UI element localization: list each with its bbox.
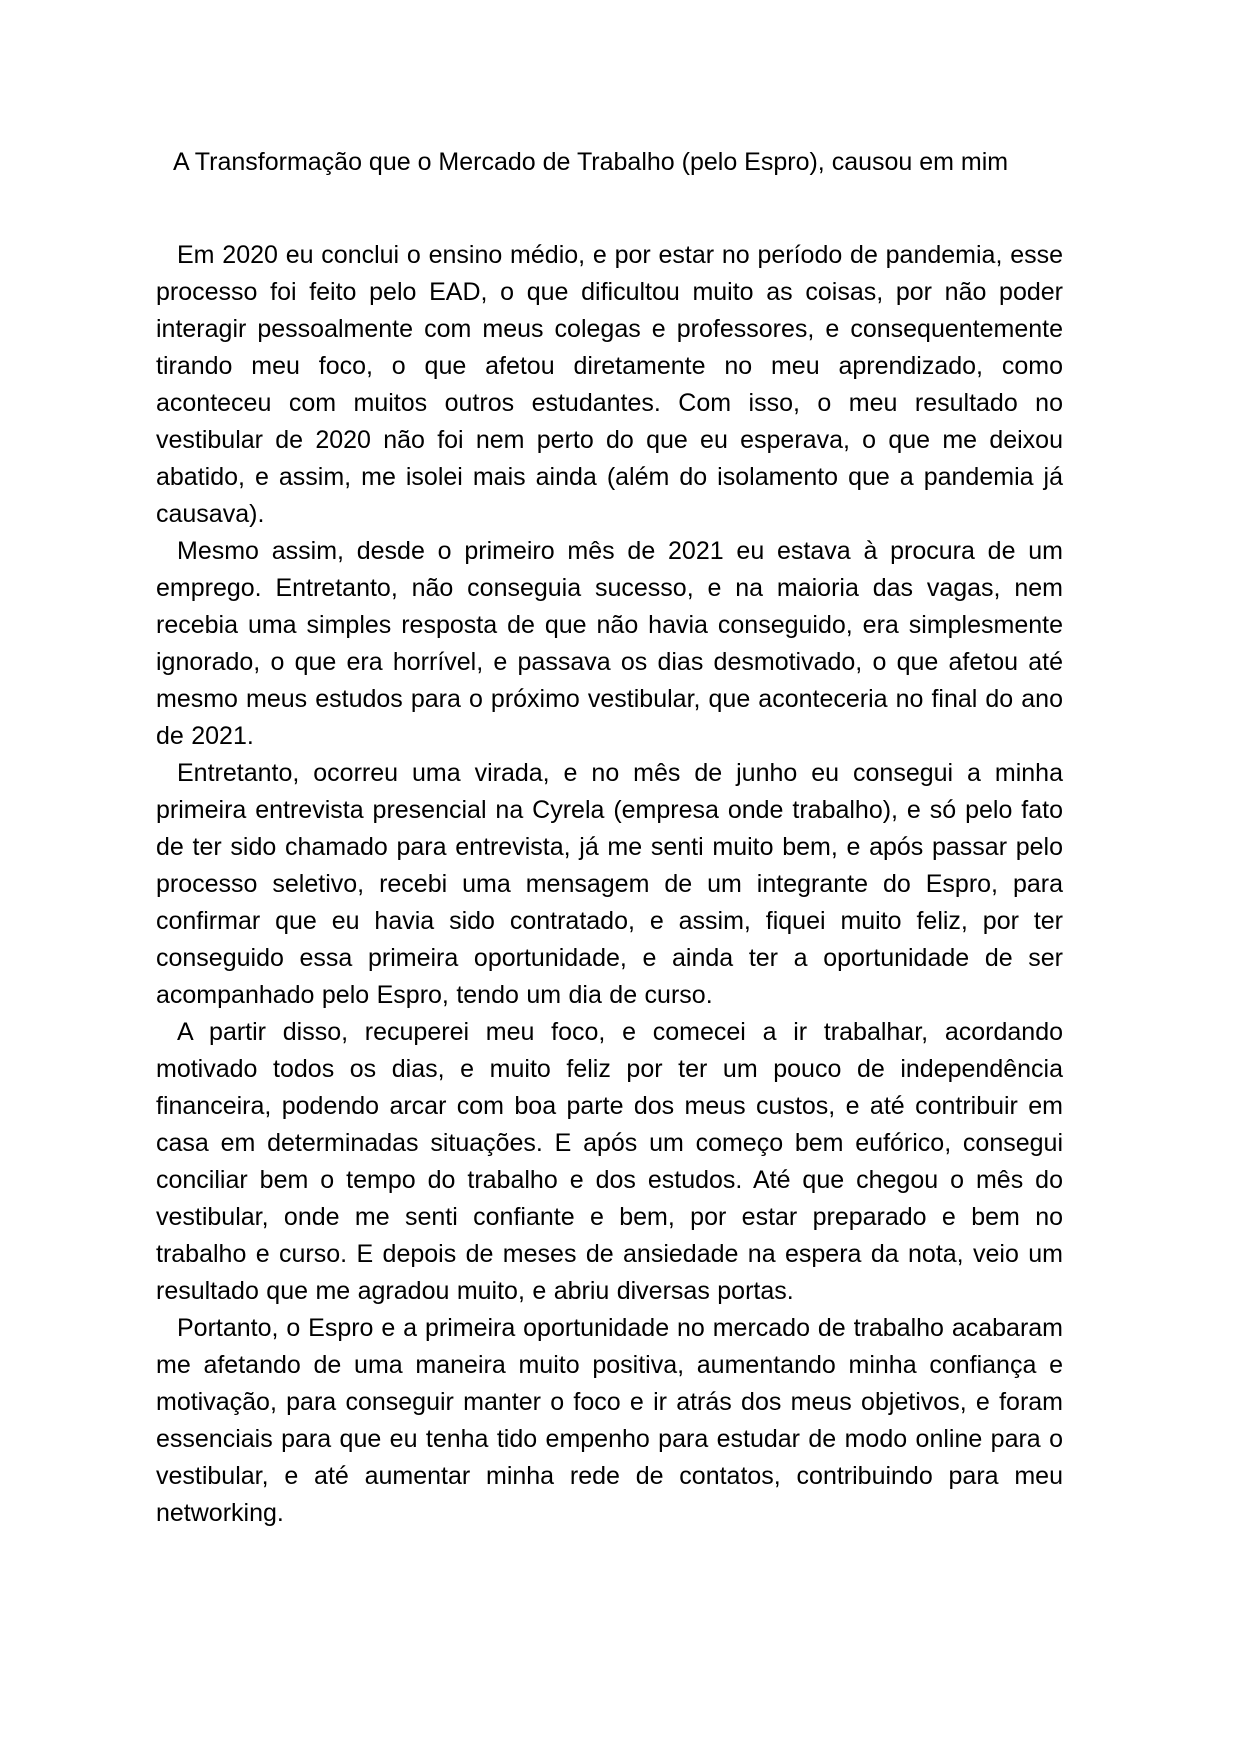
paragraph-1: Em 2020 eu conclui o ensino médio, e por estar no período de pandemia, esse processo foi feito pelo EAD, o que dificultou muito as coisas, por não poder interagir pessoalmente com meus colegas e professores, e consequentemente tirando meu foco, o que afetou diretamente no meu aprendizado, como aconteceu com muitos outros estudantes. Com isso, o meu resultado no vestibular de 2020 não foi nem perto do que eu esperava, o que me deixou abatido, e assim, me isolei mais ainda (além do isolamento que a pandemia já causava). bbox=[156, 241, 1063, 528]
paragraph-4: A partir disso, recuperei meu foco, e comecei a ir trabalhar, acordando motivado todos os dias, e muito feliz por ter um pouco de independência financeira, podendo arcar com boa parte dos meus custos, e até contribuir em casa em determinadas situações. E após um começo bem eufórico, consegui conciliar bem o tempo do trabalho e dos estudos. Até que chegou o mês do vestibular, onde me senti confiante e bem, por estar preparado e bem no trabalho e curso. E depois de meses de ansiedade na espera da nota, veio um resultado que me agradou muito, e abriu diversas portas. bbox=[156, 1018, 1063, 1305]
document-content bbox=[156, 144, 1063, 1532]
paragraph-5: Portanto, o Espro e a primeira oportunidade no mercado de trabalho acabaram me afetando de uma maneira muito positiva, aumentando minha confiança e motivação, para conseguir manter o foco e ir atrás dos meus objetivos, e foram essenciais para que eu tenha tido empenho para estudar de modo online para o vestibular, e até aumentar minha rede de contatos, contribuindo para meu networking. bbox=[156, 1314, 1063, 1527]
paragraph-2: Mesmo assim, desde o primeiro mês de 2021 eu estava à procura de um emprego. Entretanto, não conseguia sucesso, e na maioria das vagas, nem recebia uma simples resposta de que não havia conseguido, era simplesmente ignorado, o que era horrível, e passava os dias desmotivado, o que afetou até mesmo meus estudos para o próximo vestibular, que aconteceria no final do ano de 2021. bbox=[156, 537, 1063, 750]
paragraph-3: Entretanto, ocorreu uma virada, e no mês de junho eu consegui a minha primeira entrevista presencial na Cyrela (empresa onde trabalho), e só pelo fato de ter sido chamado para entrevista, já me senti muito bem, e após passar pelo processo seletivo, recebi uma mensagem de um integrante do Espro, para confirmar que eu havia sido contratado, e assim, fiquei muito feliz, por ter conseguido essa primeira oportunidade, e ainda ter a oportunidade de ser acompanhado pelo Espro, tendo um dia de curso. bbox=[156, 759, 1063, 1009]
document-body bbox=[156, 237, 1063, 1532]
document-title: A Transformação que o Mercado de Trabalho (pelo Espro), causou em mim bbox=[173, 148, 1009, 176]
